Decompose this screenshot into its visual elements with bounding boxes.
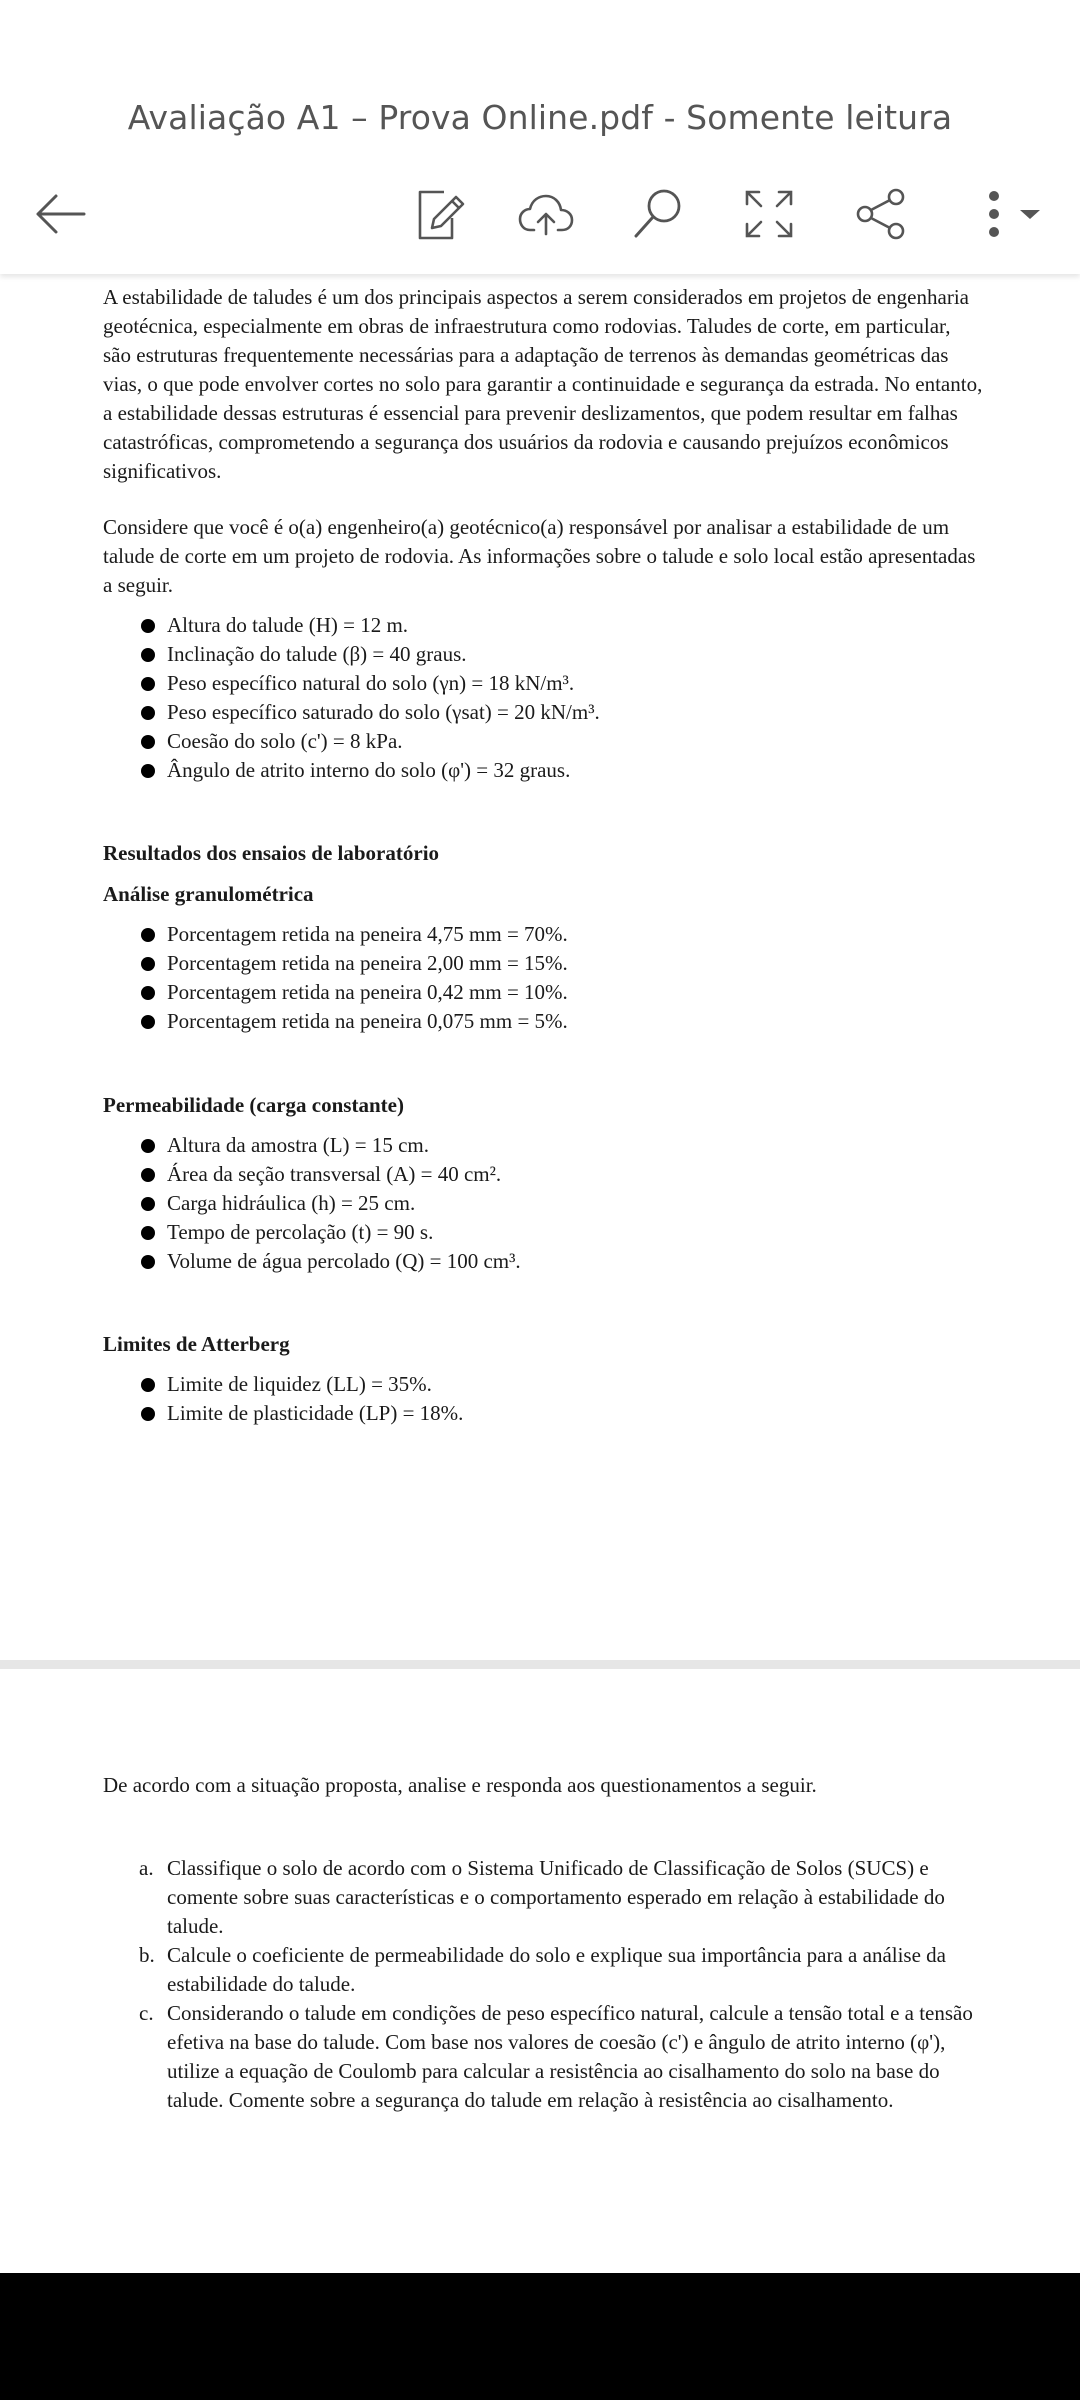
granulometric-heading: Análise granulométrica	[103, 882, 314, 906]
list-item: Peso específico saturado do solo (γsat) = 20 kN/m³.	[103, 698, 983, 727]
back-button[interactable]	[24, 178, 96, 250]
list-item: Altura do talude (H) = 12 m.	[103, 611, 983, 640]
fullscreen-icon	[739, 184, 799, 244]
atterberg-heading: Limites de Atterberg	[103, 1332, 290, 1356]
question-letter: a.	[139, 1856, 154, 1880]
question-text: Calcule o coeficiente de permeabilidade do solo e explique sua importância para a análise da estabilidade do talude.	[167, 1943, 946, 1996]
list-item: Porcentagem retida na peneira 0,075 mm = 5%.	[103, 1007, 983, 1036]
list-item: Área da seção transversal (A) = 40 cm².	[103, 1160, 983, 1189]
search-button[interactable]	[622, 178, 694, 250]
list-item: Coesão do solo (c') = 8 kPa.	[103, 727, 983, 756]
list-item: Altura da amostra (L) = 15 cm.	[103, 1131, 983, 1160]
page-separator	[0, 1660, 1080, 1669]
list-item: Volume de água percolado (Q) = 100 cm³.	[103, 1247, 983, 1276]
bottom-bar	[0, 2273, 1080, 2400]
list-item: Peso específico natural do solo (γn) = 18 kN/m³.	[103, 669, 983, 698]
question-item	[103, 1854, 983, 1941]
question-item	[103, 1999, 983, 2115]
fullscreen-button[interactable]	[733, 178, 805, 250]
cloud-upload-icon	[516, 184, 576, 244]
search-icon	[628, 184, 688, 244]
permeability-heading: Permeabilidade (carga constante)	[103, 1093, 404, 1117]
slope-properties-list	[103, 611, 983, 785]
edit-button[interactable]	[402, 178, 474, 250]
share-icon	[851, 184, 911, 244]
question-text: Classifique o solo de acordo com o Sistema Unificado de Classificação de Solos (SUCS) e comente sobre suas características e o comportamento esperado em relação à estabilidade do talude.	[167, 1856, 945, 1938]
toolbar	[0, 0, 1080, 274]
list-item: Porcentagem retida na peneira 2,00 mm = 15%.	[103, 949, 983, 978]
more-options-icon	[968, 184, 1048, 244]
question-text: Considerando o talude em condições de peso específico natural, calcule a tensão total e a tensão efetiva na base do talude. Com base nos valores de coesão (c') e ângulo de atrito interno (φ'), utilize a equação de Coulomb para calcular a resistência ao cisalhamento do solo na base do talude. Comente sobre a segurança do talude em relação à resistência ao cisalhamento.	[167, 2001, 973, 2112]
permeability-list	[103, 1131, 983, 1276]
scenario-text: Considere que você é o(a) engenheiro(a) geotécnico(a) responsável por analisar a estabilidade de um talude de corte em um projeto de rodovia. As informações sobre o talude e solo local estão apresentadas a seguir.	[103, 515, 976, 597]
atterberg-list	[103, 1370, 983, 1428]
edit-icon	[408, 184, 468, 244]
upload-button[interactable]	[510, 178, 582, 250]
questions-list	[103, 1854, 983, 2115]
question-letter: c.	[139, 2001, 154, 2025]
list-item: Porcentagem retida na peneira 0,42 mm = 10%.	[103, 978, 983, 1007]
intro-paragraph	[103, 283, 983, 486]
intro-text: A estabilidade de taludes é um dos principais aspectos a serem considerados em projetos de engenharia geotécnica, especialmente em obras de infraestrutura como rodovias. Taludes de corte, em particular, são estruturas frequentemente necessárias para a adaptação de terrenos às demandas geométricas das vias, o que pode envolver cortes no solo para garantir a continuidade e segurança da estrada. No entanto, a estabilidade dessas estruturas é essencial para prevenir deslizamentos, que podem resultar em falhas catastróficas, comprometendo a segurança dos usuários da rodovia e causando prejuízos econômicos significativos.	[103, 285, 983, 483]
list-item: Ângulo de atrito interno do solo (φ') = 32 graus.	[103, 756, 983, 785]
more-options-button[interactable]	[968, 178, 1048, 250]
list-item: Inclinação do talude (β) = 40 graus.	[103, 640, 983, 669]
list-item: Tempo de percolação (t) = 90 s.	[103, 1218, 983, 1247]
question-item	[103, 1941, 983, 1999]
lab-results-heading: Resultados dos ensaios de laboratório	[103, 841, 440, 865]
scenario-paragraph	[103, 513, 983, 600]
back-arrow-icon	[30, 184, 90, 244]
share-button[interactable]	[845, 178, 917, 250]
granulometric-list	[103, 920, 983, 1036]
list-item: Limite de plasticidade (LP) = 18%.	[103, 1399, 983, 1428]
document-title: Avaliação A1 – Prova Online.pdf - Somente leitura	[127, 98, 953, 137]
instruction-paragraph: De acordo com a situação proposta, analise e responda aos questionamentos a seguir.	[103, 1773, 817, 1797]
question-letter: b.	[139, 1943, 155, 1967]
list-item: Carga hidráulica (h) = 25 cm.	[103, 1189, 983, 1218]
list-item: Limite de liquidez (LL) = 35%.	[103, 1370, 983, 1399]
list-item: Porcentagem retida na peneira 4,75 mm = 70%.	[103, 920, 983, 949]
